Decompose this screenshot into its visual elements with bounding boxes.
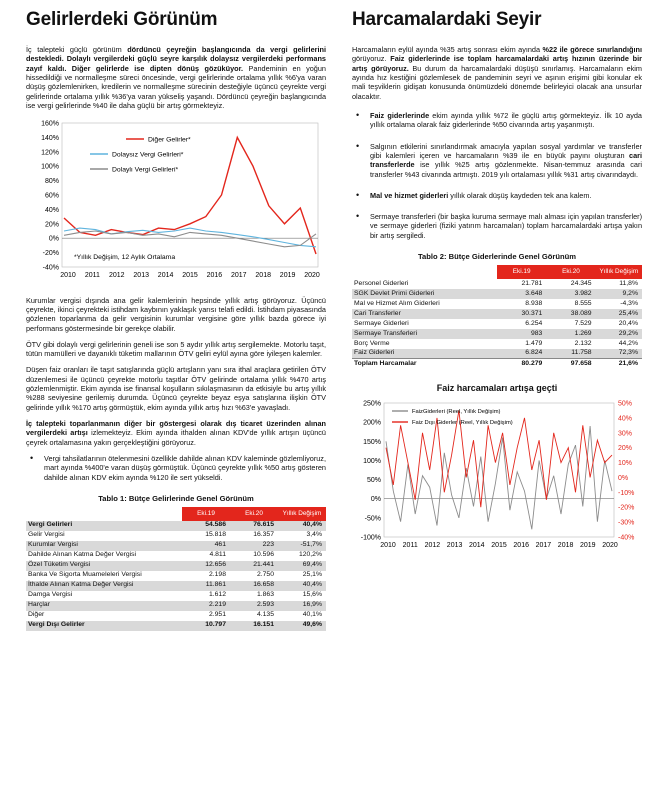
cell-value: 76.615 bbox=[230, 521, 278, 531]
text-run: görüyoruz. bbox=[352, 54, 391, 64]
table2-header-eki19: Eki.19 bbox=[497, 265, 546, 279]
cell-value: 3.982 bbox=[546, 289, 595, 299]
legend-label: Dolaylı Vergi Gelirleri* bbox=[112, 166, 179, 174]
x-tick-label: 2020 bbox=[602, 542, 618, 550]
cell-value: 8.938 bbox=[525, 299, 543, 307]
text-run: Harcamaların eylül ayında %35 artış sonrası ekim ayında bbox=[352, 44, 543, 54]
budget-expenditures-table bbox=[352, 265, 642, 369]
text-run: ekim ayında yıllık %72 ile güçlü artış görmekteyiz. İlk 10 ayda yıllık ortalama olarak faiz giderlerinde %50 civarında artış yaşanmıştı. bbox=[370, 110, 642, 130]
cell-value: 2.750 bbox=[256, 571, 274, 579]
y-tick-label-left: 150% bbox=[363, 439, 381, 447]
table-row bbox=[26, 551, 326, 561]
cell-value: 80.279 bbox=[497, 359, 546, 369]
text-run: İç talepteki toparlanmanın diğer bir göstergesi olarak dış ticaret üzerinden alınan vergilerdeki artışı bbox=[26, 419, 326, 438]
text-run: Faiz giderlerinde bbox=[370, 110, 430, 120]
row-label: Personel Giderleri bbox=[354, 279, 409, 287]
legend-label: Faiz Dışı Giderler (Reel, Yıllık Değişim) bbox=[412, 420, 513, 427]
table-row bbox=[352, 339, 642, 349]
series-line-1 bbox=[64, 228, 316, 247]
text-run: Mal ve hizmet giderleri bbox=[370, 190, 449, 200]
y-tick-label-right: 50% bbox=[618, 400, 633, 408]
revenues-bullet-list bbox=[26, 454, 326, 482]
table-row bbox=[26, 581, 326, 591]
x-tick-label: 2015 bbox=[491, 542, 507, 550]
table-row bbox=[26, 591, 326, 601]
y-tick-label: 0% bbox=[48, 235, 59, 243]
x-tick-label: 2014 bbox=[157, 272, 174, 280]
expenditures-bullet-1 bbox=[352, 111, 642, 130]
row-label: Damga Vergisi bbox=[28, 591, 73, 599]
y-tick-label-left: 50% bbox=[366, 477, 381, 485]
text-run: dördüncü çeyreğin başlangıcında da vergi gelirlerini destekledi. Dolaylı vergilerdeki güçlü seyre karşılık dolaysız vergilerdeki performans zayıf kaldı. Diğer gelirlerde ise dipten dönüş gözüküyor. bbox=[26, 44, 326, 73]
y-tick-label-right: -30% bbox=[618, 519, 635, 527]
revenues-line-chart bbox=[26, 117, 326, 287]
y-tick-label: 40% bbox=[44, 207, 59, 215]
cell-value: 2.593 bbox=[230, 601, 278, 611]
cell-value: -4,3% bbox=[620, 299, 638, 307]
x-tick-label: 2011 bbox=[402, 542, 418, 550]
table2-header-change: Yıllık Değişim bbox=[596, 265, 642, 279]
table1-header-eki20: Eki.20 bbox=[230, 507, 278, 521]
expenditures-bullet-4 bbox=[352, 212, 642, 240]
x-tick-label: 2013 bbox=[133, 272, 149, 280]
table-row bbox=[26, 571, 326, 581]
row-label: Toplam Harcamalar bbox=[352, 359, 497, 369]
cell-value: 30.371 bbox=[497, 309, 546, 319]
text-run: Faiz giderlerinde ise toplam harcamalardaki artış hızının üzerinde bir artış görüyoruz. bbox=[352, 54, 642, 73]
table-row bbox=[26, 561, 326, 571]
table-row bbox=[352, 329, 642, 339]
row-label: Banka Ve Sigorta Muameleleri Vergisi bbox=[28, 571, 142, 579]
cell-value: 15,6% bbox=[302, 591, 322, 599]
expenditures-bullet-3 bbox=[352, 191, 642, 200]
y-tick-label: -20% bbox=[42, 250, 59, 258]
cell-value: 1.612 bbox=[208, 591, 226, 599]
row-label: Borç Verme bbox=[354, 339, 390, 347]
left-column bbox=[26, 0, 326, 631]
revenues-paragraph-4: Düşen faiz oranları ile taşıt satışlarında güçlü artışların yanı sıra ithal araçlara getirilen ÖTV düzenlemesi ile üçüncü çeyrekte motorlu taşıtlar ÖTV gelirinde ortalama yıllık %470 artış gözlemlenmiştir. Ekim ayında ise finansal koşulların sıkılaşmasının da etkisiyle bu artış yıllık %288 seviyesine gerilemiş durumda. Üçüncü çeyrekte beyaz eşya satışlarına ilişkin ÖTV gelirinde yıllık %170 artış görmüştük, ekim ayında yıllık artış hızı %63'e yavaşladı. bbox=[26, 365, 326, 412]
cell-value: 3.648 bbox=[497, 289, 546, 299]
text-run: Pandeminin en yoğun hissedildiği ve normalleşme süreci öncesinde, vergi gelirlerinde ortalama yıllık %6'ya varan düşüş gözlemlenirken, kredilerin ve normalleşme sürecinin desteğiyle üçüncü çeyrekte vergi gelirlerinde ortalama yıllık %36'ya varan yükseliş yaşandı. Dördüncü çeyreğin başlangıcında ise vergi gelirlerinde %40 ile daha güçlü bir artış görmekteyiz. bbox=[26, 63, 326, 110]
table-row bbox=[352, 309, 642, 319]
cell-value: 4.135 bbox=[256, 611, 274, 619]
x-tick-label: 2011 bbox=[84, 272, 100, 280]
x-tick-label: 2016 bbox=[206, 272, 223, 280]
text-run: Bu durum da harcamalardaki düşüşü sınırlamış. Harcamaların ekim ayında hız kestiğini gözlemlesek de pandeminin seyri ve aşının erişimi gibi konular ek mali teşviklerin gidişatı konusunda önümüzdeki dönemde belirleyici olacak ana unsurlar olacaktır. bbox=[352, 63, 643, 101]
table1-header-row bbox=[26, 507, 326, 521]
row-label: SGK Devlet Primi Giderleri bbox=[352, 289, 497, 299]
y-tick-label: -40% bbox=[42, 264, 59, 272]
series-line-0 bbox=[386, 426, 612, 529]
text-run: İç talepteki güçlü görünüm bbox=[26, 44, 128, 54]
x-tick-label: 2018 bbox=[255, 272, 271, 280]
expenditures-paragraph-1 bbox=[352, 45, 642, 101]
cell-value: 223 bbox=[230, 541, 278, 551]
table1-title: Tablo 1: Bütçe Gelirlerinde Genel Görünüm bbox=[98, 494, 254, 504]
text-run: %22 ile görece sınırlandığını bbox=[542, 44, 642, 54]
table-row bbox=[26, 621, 326, 631]
cell-value: 11,8% bbox=[619, 279, 638, 287]
legend-label: Diğer Gelirler* bbox=[148, 136, 191, 144]
y-tick-label: 160% bbox=[41, 120, 59, 128]
section-heading-revenues: Gelirlerdeki Görünüm bbox=[26, 9, 218, 30]
cell-value: 9,2% bbox=[596, 289, 642, 299]
y-tick-label-right: -20% bbox=[618, 505, 635, 513]
x-tick-label: 2017 bbox=[535, 542, 552, 550]
x-tick-label: 2019 bbox=[279, 272, 296, 280]
cell-value: 1.863 bbox=[256, 591, 274, 599]
row-label: Vergi Gelirleri bbox=[26, 521, 182, 531]
series-line-0 bbox=[64, 138, 316, 255]
revenues-paragraph-3: ÖTV gibi dolaylı vergi gelirlerinin geneli ise son 5 aydır yıllık artış sergilemekte. Motorlu taşıt, tütün mamülleri ve dayanıklı tüketim mallarının ÖTV geliri eylül ayına göre iyileşen kalemler. bbox=[26, 339, 326, 359]
y-tick-label: 140% bbox=[41, 135, 59, 143]
cell-value: 16.151 bbox=[230, 621, 278, 631]
table-row bbox=[352, 279, 642, 289]
row-label: Sermaye Giderleri bbox=[354, 319, 409, 327]
row-label: Gelir Vergisi bbox=[28, 531, 65, 539]
interest-expense-line-chart bbox=[352, 397, 642, 557]
row-label: Vergi Dışı Gelirler bbox=[26, 621, 182, 631]
x-tick-label: 2016 bbox=[513, 542, 529, 550]
table-row bbox=[26, 521, 326, 531]
cell-value: 461 bbox=[182, 541, 230, 551]
cell-value: 4.811 bbox=[209, 551, 226, 559]
cell-value: 15.818 bbox=[205, 531, 226, 539]
table-row bbox=[26, 531, 326, 541]
table1-header-change: Yıllık Değişim bbox=[278, 507, 326, 521]
row-label: Özel Tüketim Vergisi bbox=[26, 561, 182, 571]
legend-label: Dolaysız Vergi Gelirleri* bbox=[112, 151, 184, 159]
right-column bbox=[352, 0, 642, 560]
x-tick-label: 2012 bbox=[109, 272, 125, 280]
row-label: Dahilde Alınan Katma Değer Vergisi bbox=[28, 551, 137, 559]
cell-value: 2.951 bbox=[208, 611, 226, 619]
y-tick-label-right: -40% bbox=[618, 534, 635, 542]
cell-value: 40,1% bbox=[302, 611, 322, 619]
cell-value: 1.269 bbox=[546, 329, 595, 339]
y-tick-label-left: -100% bbox=[360, 534, 381, 542]
cell-value: 49,6% bbox=[278, 621, 326, 631]
row-label: Sermaye Transferleri bbox=[352, 329, 497, 339]
text-run: yıllık olarak düşüş kaydeden tek ana kalem. bbox=[448, 190, 592, 200]
x-tick-label: 2020 bbox=[304, 272, 320, 280]
cell-value: 6.824 bbox=[497, 349, 546, 359]
text-run: cari transferlerde bbox=[370, 150, 642, 170]
text-run: izlemekteyiz. Ekim ayında ithalden alınan KDV'de yıllık artışın üçüncü çeyrek ortalamasına yakın gerçekleştiğini görüyoruz. bbox=[26, 428, 326, 447]
x-tick-label: 2010 bbox=[380, 542, 396, 550]
cell-value: 21.441 bbox=[230, 561, 278, 571]
revenues-paragraph-2: Kurumlar vergisi dışında ana gelir kalemlerinin hepsinde yıllık artış görüyoruz. Üçüncü çeyrekte, ikinci çeyrekteki istihdam kaybının yaklaşık yarısı telafi edildi. İstihdam piyasasında gözlenen toparlanma da gelir vergisinin kurumlar vergisine göre yıllık bazda görece iyi performans göstermesinde bir gerekçe olabilir. bbox=[26, 295, 326, 333]
text-run: Sermaye transferleri (bir başka kuruma sermaye malı alması için yapılan transferler) ve sermaye giderleri (fiziki yatırım harcamaları) toplam harcamalardaki artışa yakın bir artış sergiledi. bbox=[370, 212, 642, 240]
cell-value: 3,4% bbox=[306, 531, 322, 539]
cell-value: 21.781 bbox=[521, 279, 543, 287]
text-run: ise yıllık %25 artış gözlenmekte. Nisan-temmuz arasında cari transferler %43 civarında artmıştı. 2019 yılı ortalaması yıllık %31 artış civarındaydı. bbox=[370, 160, 642, 179]
cell-value: 2.198 bbox=[208, 571, 226, 579]
cell-value: 16.658 bbox=[230, 581, 278, 591]
y-tick-label: 100% bbox=[41, 163, 59, 171]
cell-value: 40,4% bbox=[278, 581, 326, 591]
table-row bbox=[352, 289, 642, 299]
cell-value: 16,9% bbox=[278, 601, 326, 611]
x-tick-label: 2010 bbox=[60, 272, 76, 280]
y-tick-label: 80% bbox=[44, 178, 59, 186]
y-tick-label-left: 250% bbox=[363, 400, 381, 408]
cell-value: 54.586 bbox=[182, 521, 230, 531]
cell-value: 2.219 bbox=[182, 601, 230, 611]
revenues-bullet-1: • Vergi tahsilatlarının ötelenmesini özellikle dahilde alınan KDV kaleminde gözlemliyoruz, mart ayında %400'e varan düşüş görmüştük. Üçüncü çeyrekte yıllık %50 artış gösteren dahilde alınan KDV ekim ayında %120 ile sert yükseldi. bbox=[26, 454, 326, 482]
table2-header-row bbox=[352, 265, 642, 279]
cell-value: 40,4% bbox=[278, 521, 326, 531]
revenues-paragraph-5 bbox=[26, 419, 326, 447]
row-label: İthalde Alınan Katma Değer Vergisi bbox=[26, 581, 182, 591]
cell-value: 21,6% bbox=[596, 359, 642, 369]
table-row bbox=[26, 601, 326, 611]
row-label: Diğer bbox=[28, 611, 45, 619]
row-label: Cari Transferler bbox=[352, 309, 497, 319]
row-label: Faiz Giderleri bbox=[352, 349, 497, 359]
y-tick-label: 60% bbox=[44, 192, 59, 200]
cell-value: -51,7% bbox=[278, 541, 326, 551]
y-tick-label-left: 200% bbox=[363, 420, 381, 428]
x-tick-label: 2017 bbox=[231, 272, 247, 280]
y-tick-label-right: 40% bbox=[618, 415, 633, 423]
y-tick-label: 120% bbox=[41, 149, 59, 157]
x-tick-label: 2019 bbox=[580, 542, 596, 550]
y-tick-label-right: -10% bbox=[618, 490, 635, 498]
table2-header-eki20: Eki.20 bbox=[546, 265, 595, 279]
cell-value: 72,3% bbox=[596, 349, 642, 359]
table-row bbox=[352, 299, 642, 309]
x-tick-label: 2013 bbox=[446, 542, 463, 550]
row-label: Kurumlar Vergisi bbox=[26, 541, 182, 551]
y-tick-label: 20% bbox=[44, 221, 59, 229]
budget-revenues-table bbox=[26, 507, 326, 631]
y-tick-label-right: 20% bbox=[618, 445, 633, 453]
cell-value: 11.861 bbox=[182, 581, 230, 591]
cell-value: 25,1% bbox=[302, 571, 322, 579]
x-tick-label: 2012 bbox=[424, 542, 441, 550]
y-tick-label-left: -50% bbox=[364, 515, 381, 523]
cell-value: 2.132 bbox=[574, 339, 592, 347]
cell-value: 983 bbox=[497, 329, 546, 339]
cell-value: 11.758 bbox=[546, 349, 595, 359]
y-tick-label-right: 10% bbox=[618, 460, 633, 468]
cell-value: 24.345 bbox=[570, 279, 592, 287]
y-tick-label-left: 100% bbox=[363, 458, 381, 466]
y-tick-label-left: 0% bbox=[370, 496, 381, 504]
legend-label: FaizGiderleri (Reel, Yıllık Değişim) bbox=[412, 409, 501, 416]
cell-value: 44,2% bbox=[618, 339, 638, 347]
row-label: Mal ve Hizmet Alım Giderleri bbox=[354, 299, 440, 307]
x-tick-label: 2018 bbox=[557, 542, 574, 550]
table-row bbox=[26, 611, 326, 621]
cell-value: 69,4% bbox=[278, 561, 326, 571]
cell-value: 20,4% bbox=[618, 319, 638, 327]
y-tick-label-right: 0% bbox=[618, 475, 629, 483]
cell-value: 6.254 bbox=[525, 319, 543, 327]
expenditures-bullet-list bbox=[352, 111, 642, 240]
cell-value: 8.555 bbox=[574, 299, 592, 307]
table1-header-eki19: Eki.19 bbox=[182, 507, 230, 521]
cell-value: 10.797 bbox=[182, 621, 230, 631]
revenues-paragraph-1 bbox=[26, 45, 326, 110]
expenditures-bullet-2 bbox=[352, 142, 642, 179]
chart2-title: Faiz harcamaları artışa geçti bbox=[436, 382, 558, 393]
x-tick-label: 2014 bbox=[469, 542, 485, 550]
cell-value: 97.658 bbox=[546, 359, 595, 369]
x-tick-label: 2015 bbox=[182, 272, 198, 280]
cell-value: 1.479 bbox=[525, 339, 543, 347]
y-tick-label-right: 30% bbox=[618, 430, 633, 438]
cell-value: 10.596 bbox=[253, 551, 274, 559]
cell-value: 12.656 bbox=[182, 561, 230, 571]
table-row bbox=[26, 541, 326, 551]
chart-note: *Yıllık Değişim, 12 Aylık Ortalama bbox=[74, 254, 176, 262]
cell-value: 25,4% bbox=[596, 309, 642, 319]
table-row bbox=[352, 319, 642, 329]
cell-value: 38.089 bbox=[546, 309, 595, 319]
table2-title: Tablo 2: Bütçe Giderlerinde Genel Görünüm bbox=[417, 252, 577, 262]
row-label: Harçlar bbox=[26, 601, 182, 611]
text-run: Salgının etkilerini sınırlandırmak amacıyla yapılan sosyal yardımlar ve transferler gibi kalemleri içeren ve harcamaların %39 ile en büyük payını oluşturan bbox=[370, 141, 642, 160]
cell-value: 29,2% bbox=[596, 329, 642, 339]
section-heading-expenditures: Harcamalardaki Seyir bbox=[352, 9, 542, 30]
cell-value: 7.529 bbox=[574, 319, 592, 327]
table-row bbox=[352, 359, 642, 369]
cell-value: 120,2% bbox=[298, 551, 322, 559]
table-row bbox=[352, 349, 642, 359]
cell-value: 16.357 bbox=[253, 531, 274, 539]
